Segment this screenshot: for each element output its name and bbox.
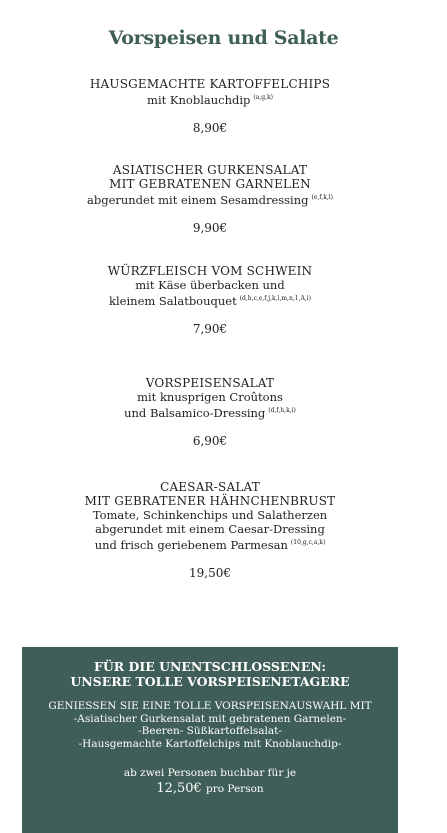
platter-heading: FÜR DIE UNENTSCHLOSSENEN: UNSERE TOLLE VORSPEISENETAGERE <box>70 659 350 689</box>
dish-price: 9,90€ <box>192 221 228 235</box>
dish-description-line-2: und Balsamico-Dressing $^{(d,f,h,k,i)}$ <box>124 406 296 420</box>
dish-name: HAUSGEMACHTE KARTOFFELCHIPS <box>89 77 331 91</box>
dish-description: Tomate, Schinkenchips und Salatherzen <box>92 508 328 522</box>
dish-price: 7,90€ <box>192 322 228 336</box>
dish-description-line-3: und frisch geriebenem Parmesan $^{(10,g,c,a,k)}$ <box>94 538 326 552</box>
dish-name: VORSPEISENSALAT <box>145 376 275 390</box>
allergen-codes: (d,f,h,k,i) <box>268 407 296 414</box>
allergen-codes: (a,g,k) <box>253 94 273 101</box>
dish-price: 8,90€ <box>192 121 228 135</box>
platter-price: 12,50€ pro Person <box>156 780 264 796</box>
allergen-codes: (10,g,c,a,k) <box>290 539 326 546</box>
menu-item-gurkensalat <box>0 163 420 235</box>
dish-description: mit Käse überbacken und <box>135 278 285 292</box>
dish-description: abgerundet mit einem Sesamdressing $^{(e,f,k,l)}$ <box>86 193 334 207</box>
menu-item-wuerzfleisch <box>0 264 420 336</box>
platter-contents: GENIESSEN SIE EINE TOLLE VORSPEISENAUSWAHL MIT -Asiatischer Gurkensalat mit gebratenen Garnelen- -Beeren- Süßkartoffelsalat- -Hausgemachte Kartoffelchips mit Knoblauchdip- <box>48 700 372 750</box>
section-title: Vorspeisen und Salate <box>108 27 339 49</box>
platter-note: ab zwei Personen buchbar für je <box>123 767 297 779</box>
dish-description: mit Knoblauchdip $^{(a,g,k)}$ <box>147 93 273 107</box>
platter-offer-box <box>22 647 398 833</box>
dish-name-line-2: MIT GEBRATENEN GARNELEN <box>109 177 311 191</box>
dish-price: 6,90€ <box>192 434 228 448</box>
allergen-codes: (d,h,c,e,f,j,k,l,m,n,1,A,i) <box>239 295 311 302</box>
dish-description-line-2: kleinem Salatbouquet $^{(d,h,c,e,f,j,k,l,m,n,1,A,i)}$ <box>109 294 311 308</box>
allergen-codes: (e,f,k,l) <box>311 194 334 201</box>
dish-name-line-2: MIT GEBRATENER HÄHNCHENBRUST <box>84 494 336 508</box>
dish-price: 19,50€ <box>189 566 231 580</box>
menu-item-kartoffelchips <box>0 77 420 135</box>
dish-name: CAESAR-SALAT <box>160 480 260 494</box>
menu-item-caesar-salat <box>0 480 420 580</box>
dish-description-line-2: abgerundet mit einem Caesar-Dressing <box>95 522 325 536</box>
menu-item-vorspeisensalat <box>0 376 420 448</box>
dish-name: ASIATISCHER GURKENSALAT <box>112 163 308 177</box>
dish-name: WÜRZFLEISCH VOM SCHWEIN <box>107 264 313 278</box>
dish-description: mit knusprigen Croûtons <box>137 390 283 404</box>
